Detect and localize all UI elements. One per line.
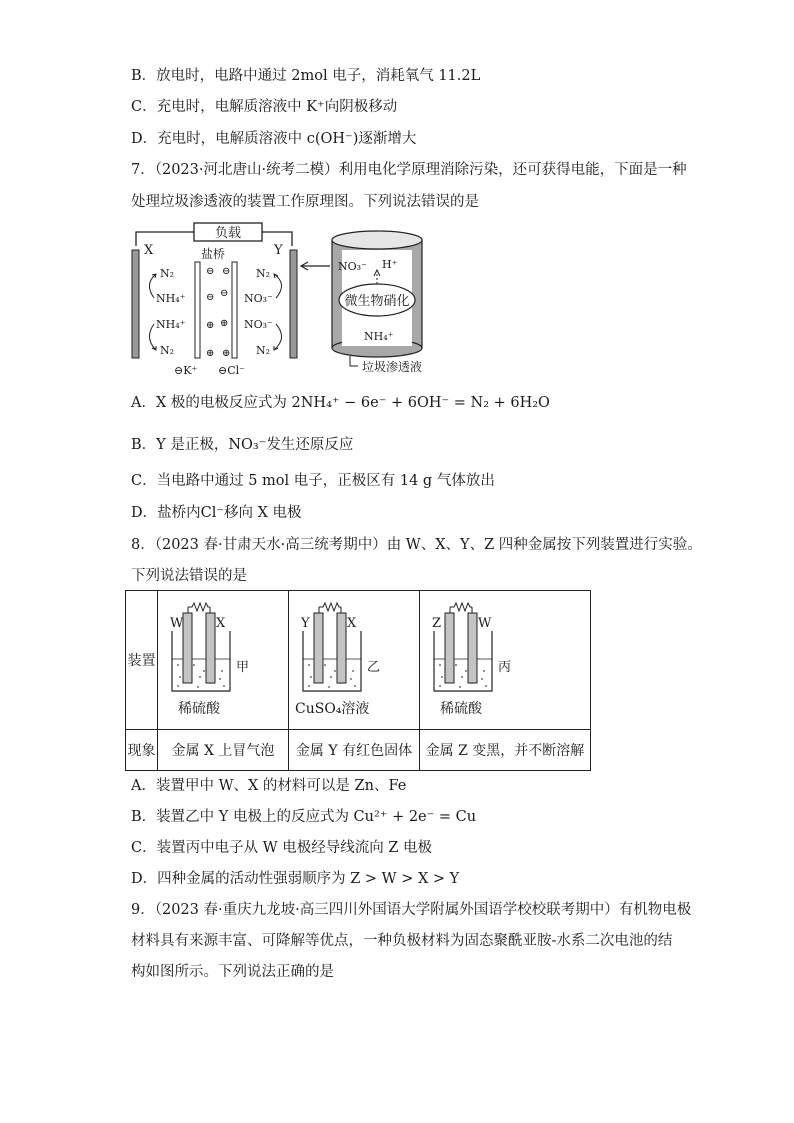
electrode-y-label: Y (274, 243, 283, 258)
setup-tag: 乙 (367, 660, 381, 675)
svg-text:⊖: ⊖ (220, 288, 229, 299)
q8-option-a: A．装置甲中 W、X 的材料可以是 Zn、Fe (131, 778, 407, 794)
electrode-left-label: Z (432, 616, 442, 631)
setup-tag: 甲 (236, 660, 250, 675)
q8-option-c: C．装置丙中电子从 W 电极经导线流向 Z 电极 (131, 840, 433, 856)
setup-2 (289, 591, 420, 730)
row-label-device: 装置 (126, 591, 158, 730)
beaker-2-diagram (289, 591, 419, 725)
right-n2-top: N₂ (256, 267, 271, 280)
svg-text:⊖: ⊖ (222, 266, 231, 277)
q7-stem-line1: 7．（2023·河北唐山·统考二模）利用电化学原理消除污染，还可获得电能，下面是一种 (131, 162, 687, 178)
right-no3-bottom: NO₃⁻ (244, 318, 273, 331)
beaker-1-diagram (158, 591, 288, 725)
tank-h-label: H⁺ (382, 258, 398, 271)
q6-option-b: B．放电时，电路中通过 2mol 电子，消耗氧气 11.2L (131, 68, 481, 84)
leachate-label: 垃圾渗透液 (362, 360, 423, 374)
q7-option-b: B．Y 是正极，NO₃⁻发生还原反应 (131, 437, 354, 453)
experiment-table (125, 590, 591, 771)
setup-1 (158, 591, 289, 730)
svg-text:⊖: ⊖ (206, 292, 215, 303)
phenomenon-1: 金属 X 上冒气泡 (158, 730, 289, 771)
q7-option-c: C．当电路中通过 5 mol 电子，正极区有 14 g 气体放出 (131, 473, 495, 489)
electrode-right-label: X (216, 616, 226, 631)
electrode-right-label: W (478, 616, 492, 631)
svg-text:⊕: ⊕ (222, 348, 231, 359)
solution-label: CuSO₄溶液 (295, 701, 370, 717)
electrode-left-label: W (170, 616, 184, 631)
q9-stem-line2: 材料具有来源丰富、可降解等优点，一种负极材料为固态聚酰亚胺-水系二次电池的结 (131, 933, 673, 949)
svg-text:⊖: ⊖ (206, 266, 215, 277)
tank-no3-label: NO₃⁻ (338, 260, 367, 273)
electrode-left-label: Y (301, 616, 310, 631)
electrode-x-label: X (144, 243, 154, 258)
salt-bridge-label: 盐桥 (201, 247, 226, 261)
q9-stem-line1: 9．（2023 春·重庆九龙坡·高三四川外国语大学附属外国语学校校联考期中）有机物电极 (131, 902, 692, 918)
setup-3 (420, 591, 591, 730)
beaker-3-diagram (420, 591, 590, 725)
solution-label: 稀硫酸 (440, 701, 482, 717)
load-label: 负载 (214, 226, 242, 241)
cl-ion-label: ⊖Cl⁻ (218, 364, 245, 377)
q7-option-a: A．X 极的电极反应式为 2NH₄⁺ − 6e⁻ + 6OH⁻ = N₂ + 6H₂O (131, 395, 550, 411)
left-n2-bottom: N₂ (160, 344, 175, 357)
k-ion-label: ⊖K⁺ (174, 364, 198, 377)
tank-nh4-label: NH₄⁺ (364, 330, 394, 343)
q8-option-d: D．四种金属的活动性强弱顺序为 Z > W > X > Y (131, 871, 460, 887)
q9-stem-line3: 构如图所示。下列说法正确的是 (131, 964, 334, 980)
q7-option-d: D．盐桥内Cl⁻移向 X 电极 (131, 505, 302, 521)
svg-text:⊕: ⊕ (206, 348, 215, 359)
q8-option-b: B．装置乙中 Y 电极上的反应式为 Cu²⁺ + 2e⁻ = Cu (131, 809, 477, 825)
svg-text:⊕: ⊕ (220, 318, 229, 329)
row-label-phenomenon: 现象 (126, 730, 158, 771)
solution-label: 稀硫酸 (178, 701, 220, 717)
phenomenon-2: 金属 Y 有红色固体 (289, 730, 420, 771)
q8-stem-line2: 下列说法错误的是 (131, 568, 247, 584)
microbe-nitrification-label: 微生物硝化 (344, 294, 410, 309)
q6-option-d: D．充电时，电解质溶液中 c(OH⁻)逐渐增大 (131, 131, 417, 147)
right-n2-bottom: N₂ (256, 344, 271, 357)
q7-stem-line2: 处理垃圾渗透液的装置工作原理图。下列说法错误的是 (131, 194, 479, 210)
phenomenon-3: 金属 Z 变黑，并不断溶解 (420, 730, 591, 771)
left-nh4-top: NH₄⁺ (156, 292, 186, 305)
right-no3-top: NO₃⁻ (244, 292, 273, 305)
svg-text:⊕: ⊕ (206, 320, 215, 331)
setup-tag: 丙 (498, 660, 512, 675)
left-nh4-bottom: NH₄⁺ (156, 318, 186, 331)
q6-option-c: C．充电时，电解质溶液中 K⁺向阴极移动 (131, 99, 398, 115)
electrode-right-label: X (347, 616, 357, 631)
q7-device-diagram (128, 222, 428, 382)
left-n2-top: N₂ (160, 267, 175, 280)
salt-bridge-ions (206, 266, 230, 359)
q8-stem-line1: 8．（2023 春·甘肃天水·高三统考期中）由 W、X、Y、Z 四种金属按下列装置进行实验。 (131, 537, 702, 553)
